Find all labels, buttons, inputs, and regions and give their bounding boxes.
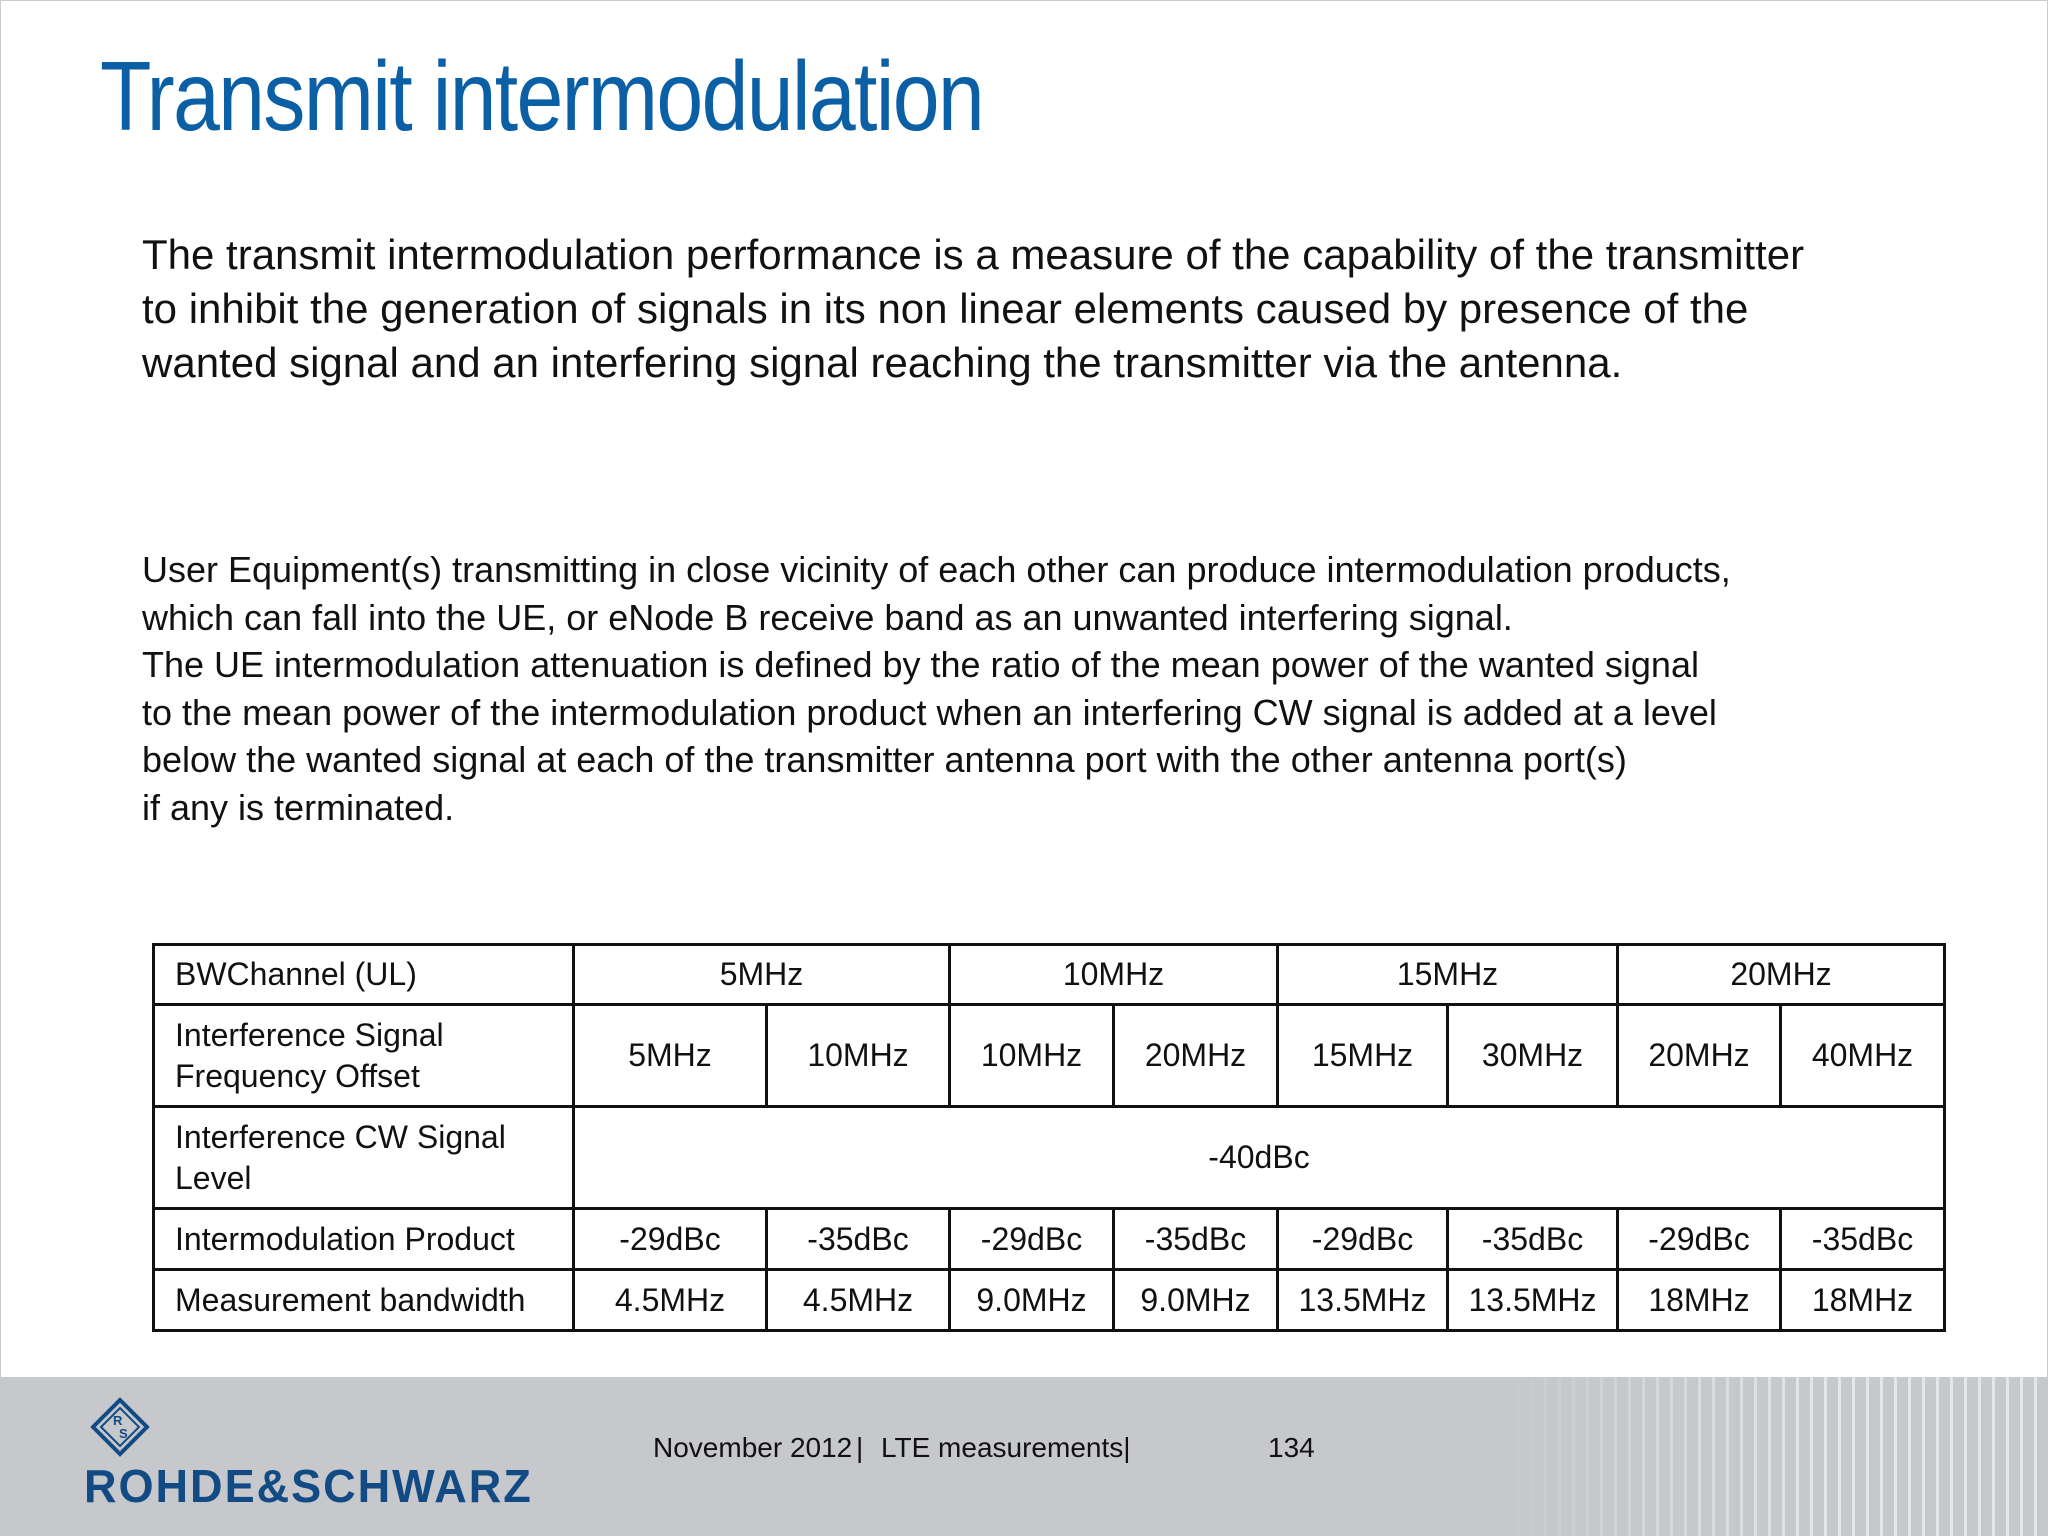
table-cell: -29dBc <box>1278 1209 1448 1270</box>
table-row <box>154 1209 1945 1270</box>
table-cell: 20MHz <box>1114 1005 1278 1107</box>
table-cell: 30MHz <box>1448 1005 1618 1107</box>
table-cell: 9.0MHz <box>1114 1270 1278 1331</box>
footer-stripes <box>1488 1377 2048 1536</box>
svg-text:S: S <box>119 1426 128 1441</box>
footer-separator: | <box>856 1432 864 1463</box>
table-row <box>154 1270 1945 1331</box>
table-cell: 18MHz <box>1781 1270 1945 1331</box>
table-cell: -35dBc <box>767 1209 950 1270</box>
intro-line: The transmit intermodulation performance is a measure of the capability of the transmitter <box>142 231 1805 278</box>
intro-paragraph <box>142 228 2022 390</box>
table-cell: 4.5MHz <box>574 1270 767 1331</box>
table-cell: 18MHz <box>1618 1270 1781 1331</box>
page-number: 134 <box>1268 1432 1315 1463</box>
table-cell: 10MHz <box>950 945 1278 1005</box>
table-cell: 20MHz <box>1618 1005 1781 1107</box>
table-cell: 10MHz <box>950 1005 1114 1107</box>
row-label: Interference Signal Frequency Offset <box>154 1005 574 1107</box>
table-cell: -35dBc <box>1448 1209 1618 1270</box>
table-cell: -29dBc <box>950 1209 1114 1270</box>
slide-title: Transmit intermodulation <box>100 41 984 151</box>
table-cell: -40dBc <box>574 1107 1945 1209</box>
table-cell: 10MHz <box>767 1005 950 1107</box>
table-cell: 4.5MHz <box>767 1270 950 1331</box>
detail-line: to the mean power of the intermodulation product when an interfering CW signal is added at a level <box>142 691 1717 733</box>
logo-mark-text: R <box>113 1413 123 1428</box>
intro-line: wanted signal and an interfering signal reaching the transmitter via the antenna. <box>142 339 1623 386</box>
table-cell: -29dBc <box>1618 1209 1781 1270</box>
detail-paragraph <box>142 546 2022 831</box>
table-cell: 15MHz <box>1278 945 1618 1005</box>
rs-diamond-logo-icon <box>90 1397 150 1457</box>
footer-date: November 2012 <box>653 1432 853 1463</box>
detail-line: if any is terminated. <box>142 786 455 828</box>
table-cell: -35dBc <box>1114 1209 1278 1270</box>
table-cell: 9.0MHz <box>950 1270 1114 1331</box>
footer-topic: LTE measurements| <box>881 1432 1131 1463</box>
row-label: Interference CW Signal Level <box>154 1107 574 1209</box>
table-cell: 5MHz <box>574 1005 767 1107</box>
row-label: Measurement bandwidth <box>154 1270 574 1331</box>
table-cell: 15MHz <box>1278 1005 1448 1107</box>
row-label: Intermodulation Product <box>154 1209 574 1270</box>
detail-line: User Equipment(s) transmitting in close vicinity of each other can produce intermodulation products, <box>142 549 1731 590</box>
detail-line: below the wanted signal at each of the transmitter antenna port with the other antenna port(s) <box>142 739 1627 780</box>
table-cell: -29dBc <box>574 1209 767 1270</box>
table-cell: 40MHz <box>1781 1005 1945 1107</box>
table-cell: 5MHz <box>574 945 950 1005</box>
intermodulation-table <box>152 943 1946 1332</box>
table-cell: 13.5MHz <box>1448 1270 1618 1331</box>
table-cell: -35dBc <box>1781 1209 1945 1270</box>
brand-logo-text: ROHDE&SCHWARZ <box>84 1460 533 1512</box>
table-cell: 20MHz <box>1618 945 1945 1005</box>
row-label: BWChannel (UL) <box>154 945 574 1005</box>
intro-line: to inhibit the generation of signals in its non linear elements caused by presence of the <box>142 285 1749 332</box>
table-cell: 13.5MHz <box>1278 1270 1448 1331</box>
detail-line: which can fall into the UE, or eNode B receive band as an unwanted interfering signal. <box>142 596 1513 638</box>
table-row <box>154 945 1945 1005</box>
table-row <box>154 1005 1945 1107</box>
detail-line: The UE intermodulation attenuation is defined by the ratio of the mean power of the wanted signal <box>142 644 1699 685</box>
table-row <box>154 1107 1945 1209</box>
